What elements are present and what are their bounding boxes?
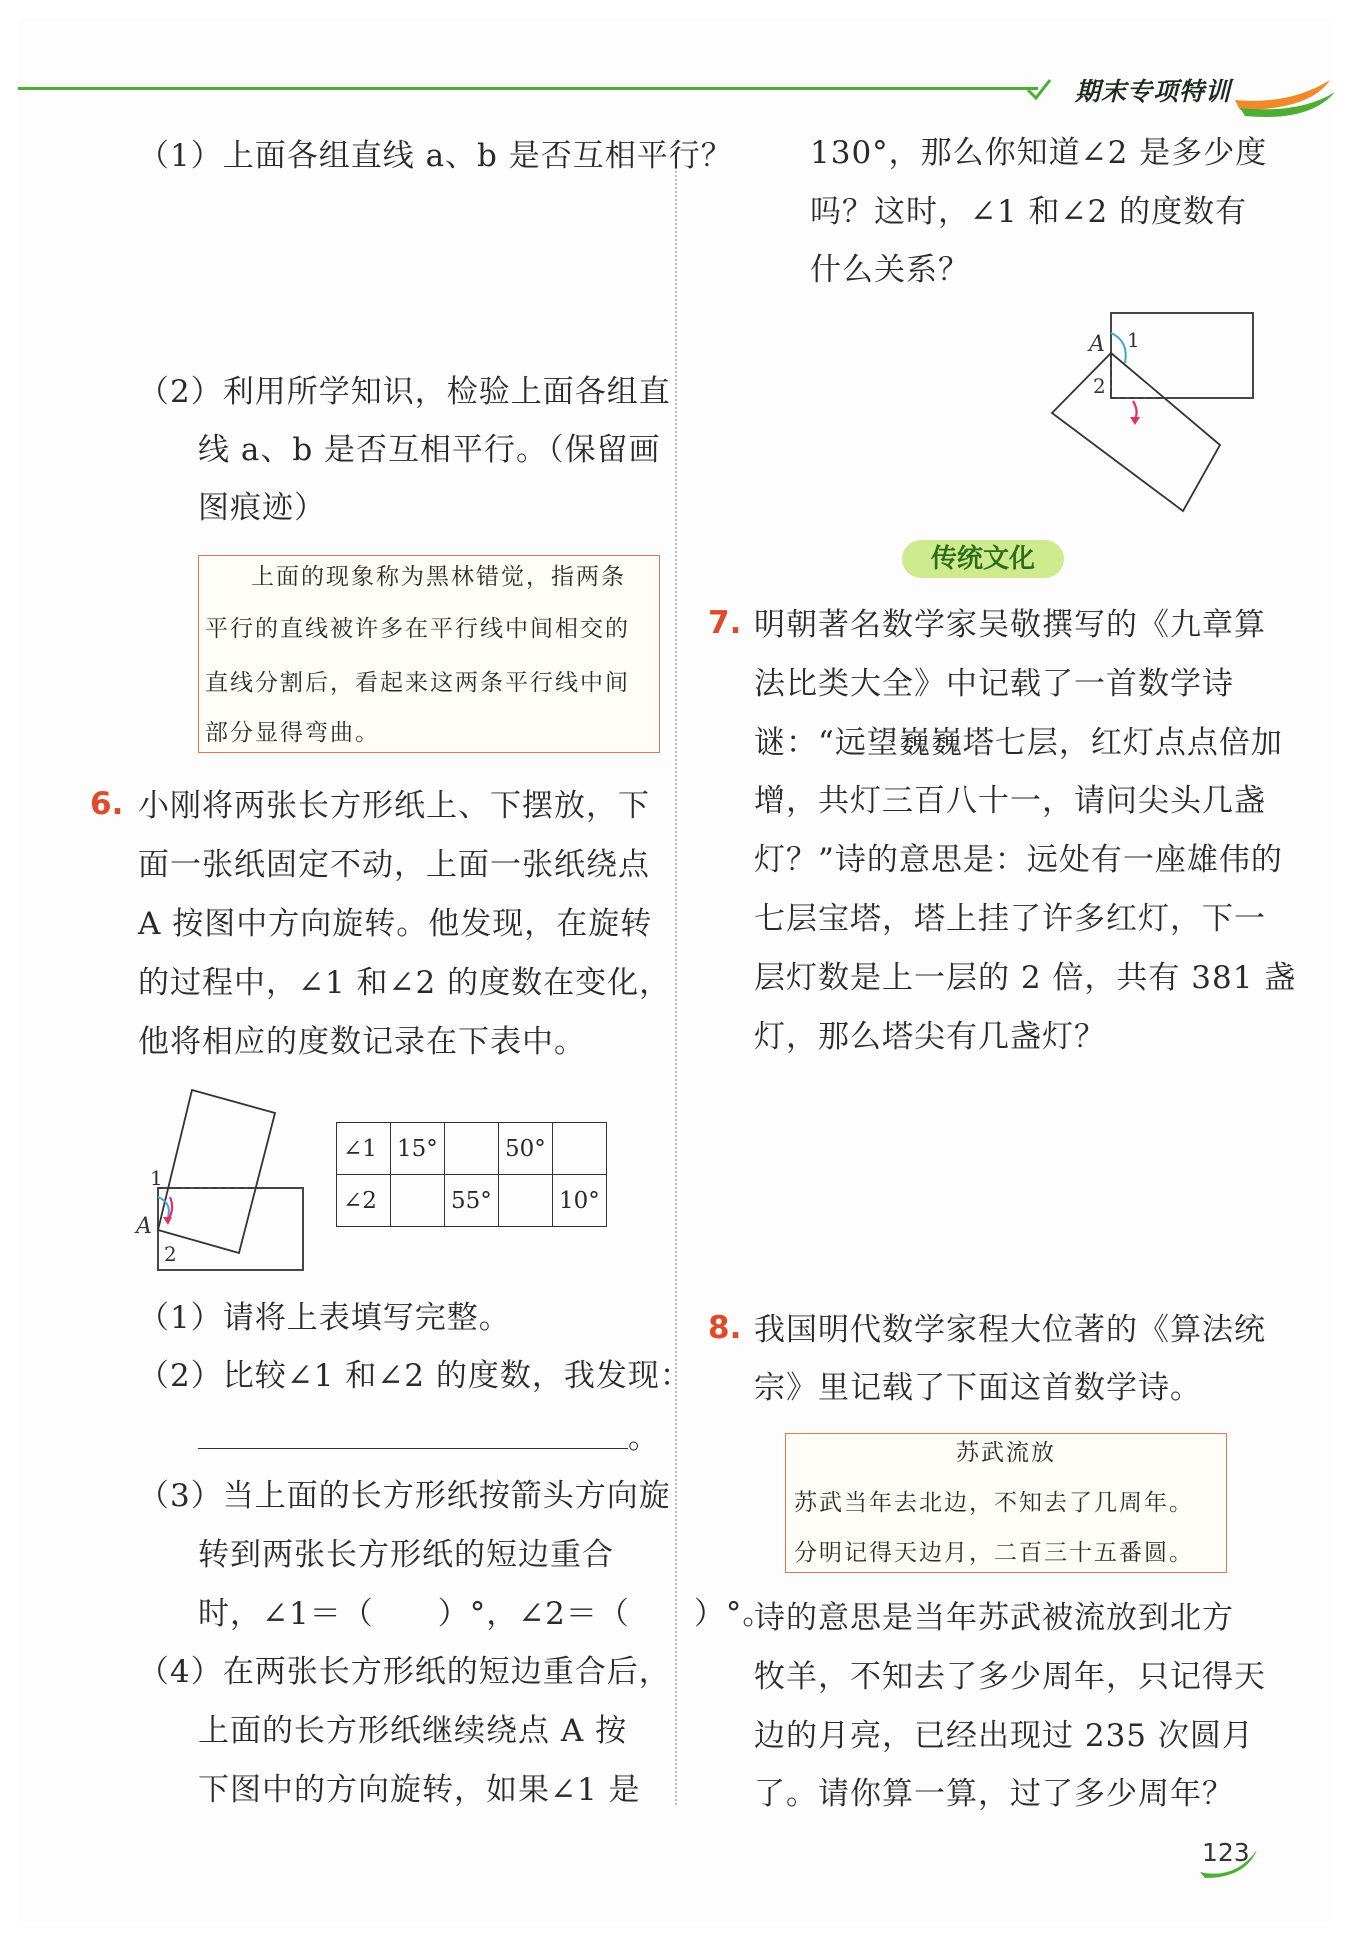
q6-cont-line2: 吗？这时，∠1 和∠2 的度数有 — [810, 194, 1248, 230]
table-row — [337, 1175, 607, 1227]
note-box — [198, 555, 660, 753]
q8-after-line4: 了。请你算一算，过了多少周年？ — [754, 1776, 1234, 1812]
table-cell: 50° — [499, 1123, 553, 1175]
q8-line2: 宗》里记载了下面这首数学诗。 — [754, 1370, 1202, 1406]
q6-line5: 他将相应的度数记录在下表中。 — [138, 1024, 586, 1060]
fig-label-a: A — [136, 1214, 152, 1239]
note-line4: 部分显得弯曲。 — [205, 720, 380, 746]
q6-line1: 小刚将两张长方形纸上、下摆放，下 — [138, 788, 650, 824]
q6-cont-line1: 130°，那么你知道∠2 是多少度 — [810, 135, 1268, 171]
q5-part2-line3: 图痕迹） — [198, 490, 326, 526]
table-cell: 15° — [391, 1123, 445, 1175]
table-cell: ∠1 — [337, 1123, 391, 1175]
q8-line1: 我国明代数学家程大位著的《算法统 — [754, 1312, 1266, 1348]
poem-line1: 苏武当年去北边，不知去了几周年。 — [794, 1490, 1194, 1516]
angle-table — [336, 1122, 607, 1227]
table-cell — [553, 1123, 607, 1175]
traditional-culture-tag: 传统文化 — [902, 540, 1064, 578]
q7-line3: 谜：“远望巍巍塔七层，红灯点点倍加 — [754, 725, 1283, 761]
table-cell — [499, 1175, 553, 1227]
q7-line4: 增，共灯三百八十一，请问尖头几盏 — [754, 783, 1266, 819]
q7-line8: 灯，那么塔尖有几盏灯？ — [754, 1019, 1106, 1055]
q5-part1: （1）上面各组直线 a、b 是否互相平行？ — [138, 138, 733, 174]
q6-line3: A 按图中方向旋转。他发现，在旋转 — [138, 906, 653, 942]
q6-sub3-line1: （3）当上面的长方形纸按箭头方向旋 — [138, 1478, 671, 1514]
q6-line4: 的过程中，∠1 和∠2 的度数在变化， — [138, 965, 672, 1001]
note-line2: 平行的直线被许多在平行线中间相交的 — [205, 616, 630, 642]
q6-sub2-end: 。 — [628, 1420, 660, 1456]
note-line1: 上面的现象称为黑林错觉，指两条 — [251, 564, 626, 590]
q6-sub1: （1）请将上表填写完整。 — [138, 1300, 511, 1336]
table-cell: ∠2 — [337, 1175, 391, 1227]
q6-sub3-line3: 时，∠1＝（ ）°，∠2＝（ ）°。 — [198, 1596, 775, 1632]
q7-line6: 七层宝塔，塔上挂了许多红灯，下一 — [754, 901, 1266, 937]
q7-line7: 层灯数是上一层的 2 倍，共有 381 盏 — [754, 960, 1297, 996]
q6-line2: 面一张纸固定不动，上面一张纸绕点 — [138, 847, 650, 883]
table-cell — [391, 1175, 445, 1227]
fig2-label-2: 2 — [1093, 374, 1106, 398]
q7-number: 7. — [708, 605, 742, 641]
q7-line2: 法比类大全》中记载了一首数学诗 — [754, 666, 1234, 702]
q6-sub4-line3: 下图中的方向旋转，如果∠1 是 — [198, 1772, 641, 1808]
poem-box — [785, 1433, 1227, 1573]
q7-line1: 明朝著名数学家吴敬撰写的《九章算 — [754, 607, 1266, 643]
q5-part2-line2: 线 a、b 是否互相平行。（保留画 — [198, 432, 661, 468]
q7-line5: 灯？”诗的意思是：远处有一座雄伟的 — [754, 842, 1283, 878]
table-row — [337, 1123, 607, 1175]
q8-number: 8. — [708, 1310, 742, 1346]
q6-sub2: （2）比较∠1 和∠2 的度数，我发现： — [138, 1358, 692, 1394]
q5-part2-line1: （2）利用所学知识，检验上面各组直 — [138, 374, 671, 410]
table-cell: 55° — [445, 1175, 499, 1227]
table-cell: 10° — [553, 1175, 607, 1227]
fig2-label-1: 1 — [1127, 328, 1140, 352]
q6-number: 6. — [90, 786, 124, 822]
q6-rotation-figure-2 — [1045, 305, 1270, 520]
q8-after-line2: 牧羊，不知去了多少周年，只记得天 — [754, 1659, 1266, 1695]
answer-blank-line[interactable] — [198, 1448, 628, 1449]
page-number: 123 — [1202, 1838, 1250, 1867]
poem-line2: 分明记得天边月，二百三十五番圆。 — [794, 1540, 1194, 1566]
poem-title: 苏武流放 — [956, 1440, 1056, 1466]
fig-label-1: 1 — [150, 1166, 163, 1190]
table-cell — [445, 1123, 499, 1175]
header-title: 期末专项特训 — [1075, 77, 1232, 106]
q6-sub4-line2: 上面的长方形纸继续绕点 A 按 — [198, 1713, 628, 1749]
column-divider — [675, 140, 677, 1805]
q8-after-line1: 诗的意思是当年苏武被流放到北方 — [754, 1600, 1234, 1636]
fig2-label-a: A — [1089, 332, 1105, 357]
q6-cont-line3: 什么关系？ — [810, 252, 970, 288]
q8-after-line3: 边的月亮，已经出现过 235 次圆月 — [754, 1718, 1254, 1754]
fig-label-2: 2 — [164, 1242, 177, 1266]
q6-sub3-line2: 转到两张长方形纸的短边重合 — [198, 1537, 614, 1573]
header-rule — [18, 87, 1038, 90]
note-line3: 直线分割后，看起来这两条平行线中间 — [205, 670, 630, 696]
q6-rotation-figure — [130, 1085, 315, 1275]
q6-sub4-line1: （4）在两张长方形纸的短边重合后， — [138, 1654, 671, 1690]
